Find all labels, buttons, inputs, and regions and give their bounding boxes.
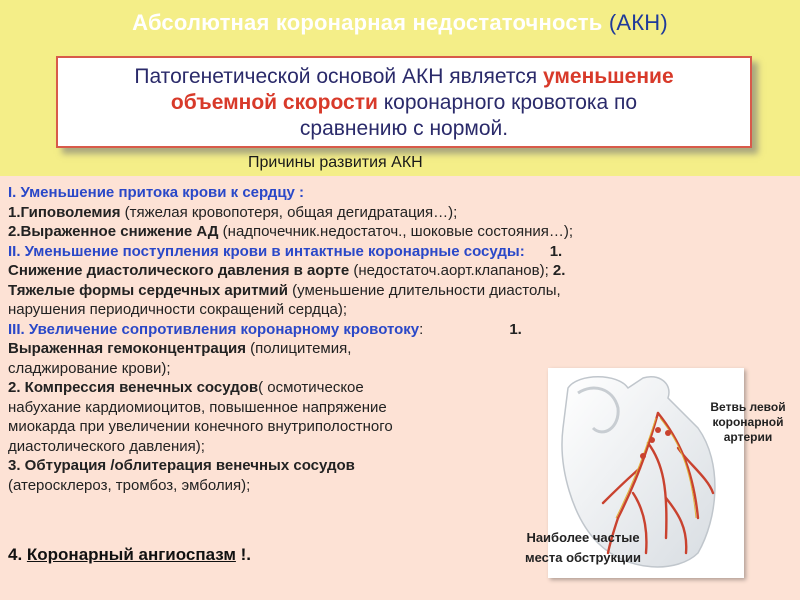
cause-3-1-title: Выраженная гемоконцентрация xyxy=(8,340,246,357)
definition-callout xyxy=(56,56,752,148)
callout-bold-1: уменьшение xyxy=(542,65,674,88)
cause-2-2-number: 2. xyxy=(552,262,566,279)
label-sites-line-2: места обструкции xyxy=(525,550,641,565)
cause-3-1-detail: (полицитемия, xyxy=(245,340,352,357)
cause-2-1-detail: (недостаточ.аорт.клапанов); xyxy=(349,262,553,279)
cause-1-1-title: 1.Гиповолемия xyxy=(8,203,121,221)
label-sites xyxy=(500,528,666,568)
cause-1-2-title: 2.Выраженное снижение АД xyxy=(8,223,219,240)
cause-1-2-detail: (надпочечник.недостаточ., шоковые состояния…); xyxy=(218,223,574,240)
cause-3-2-detail-cont-1: набухание кардиомиоцитов, повышенное напряжение xyxy=(8,398,387,416)
cause-2-1-number: 1. xyxy=(524,242,563,260)
cause-4-end: !. xyxy=(235,545,252,564)
cause-2-1-title: Снижение диастолического давления в аорте xyxy=(8,262,350,279)
label-sites-line-1: Наиболее частые xyxy=(526,530,640,545)
title-main: Абсолютная коронарная недостаточность xyxy=(132,10,609,35)
cause-3-3-detail: (атеросклероз, тромбоз, эмболия); xyxy=(8,476,251,494)
label-branch xyxy=(696,400,800,445)
callout-bold-2: объемной скорости xyxy=(170,91,378,114)
cause-group-2-heading: II. Уменьшение поступления крови в интактные коронарные сосуды: xyxy=(8,242,525,260)
cause-1-1-detail: (тяжелая кровопотеря, общая дегидратация…); xyxy=(120,203,458,221)
cause-3-2-detail-cont-3: диастолического давления); xyxy=(8,437,205,455)
cause-2-2-detail-cont: нарушения периодичности сокращений сердца); xyxy=(8,301,347,318)
title-accent: (АКН) xyxy=(608,10,668,35)
cause-group-3-heading: III. Увеличение сопротивления коронарному кровотоку xyxy=(8,320,420,338)
cause-4 xyxy=(8,545,251,565)
cause-3-1-detail-cont: сладжирование крови); xyxy=(8,359,171,377)
cause-3-2-detail-cont-2: миокарда при увеличении конечного внутриполостного xyxy=(8,418,393,435)
callout-text-3: сравнению с нормой. xyxy=(299,117,509,140)
cause-group-1-heading: I. Уменьшение притока крови к сердцу : xyxy=(8,184,305,201)
cause-group-3-colon: : xyxy=(419,320,424,338)
cause-2-2-title: Тяжелые формы сердечных аритмий xyxy=(8,281,288,299)
label-branch-line-2: коронарной xyxy=(712,415,784,429)
cause-2-2-detail: (уменьшение длительности диастолы, xyxy=(287,281,561,299)
cause-3-3-title: 3. Обтурация /облитерация венечных сосудов xyxy=(8,457,355,474)
cause-3-2-title: 2. Компрессия венечных сосудов xyxy=(8,379,259,396)
cause-4-number: 4. xyxy=(8,545,27,564)
label-branch-line-1: Ветвь левой xyxy=(710,400,786,414)
label-branch-line-3: артерии xyxy=(723,430,773,444)
cause-4-title: Коронарный ангиоспазм xyxy=(26,545,236,564)
slide-title xyxy=(0,10,800,36)
cause-3-2-detail: ( осмотическое xyxy=(258,379,364,396)
callout-text-2: коронарного кровотока по xyxy=(377,91,638,114)
callout-text-1: Патогенетической основой АКН является xyxy=(134,65,543,88)
causes-heading: Причины развития АКН xyxy=(248,154,423,171)
cause-3-1-number: 1. xyxy=(509,320,522,338)
